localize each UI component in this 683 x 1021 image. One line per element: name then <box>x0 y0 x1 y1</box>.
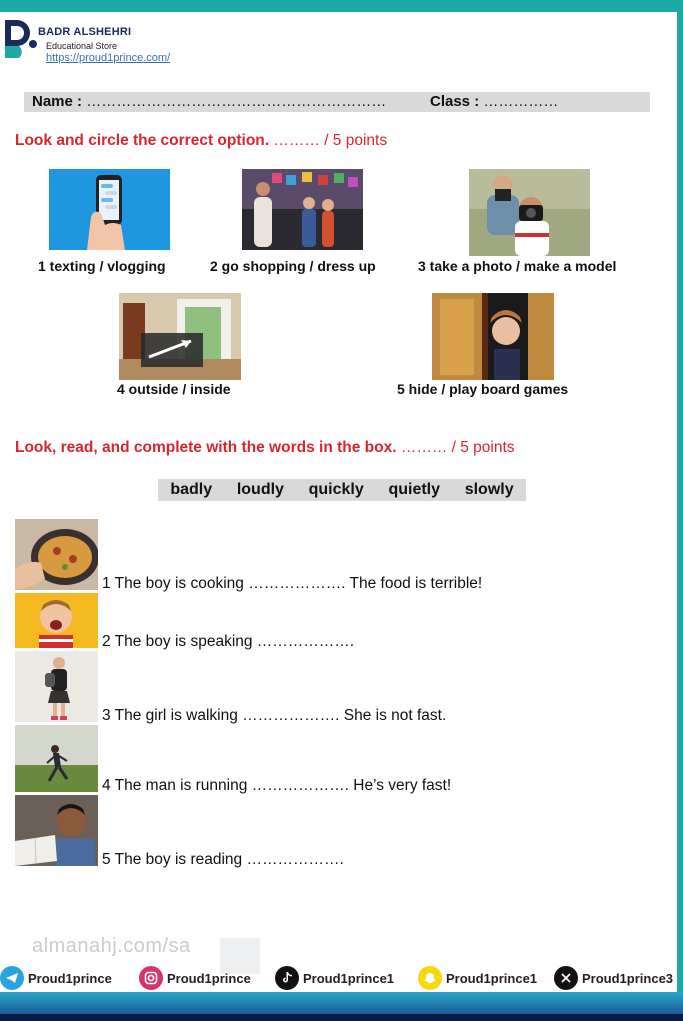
brand-logo-icon <box>3 18 37 60</box>
sentence-5: 5 The boy is reading ………………. <box>102 851 344 868</box>
class-label: Class : <box>430 93 480 110</box>
social-handle: Proud1prince <box>167 970 251 986</box>
bottom-border-line <box>0 1014 683 1021</box>
section1-instruction: Look and circle the correct option. <box>15 132 270 149</box>
hiding-boy-photo <box>432 293 554 380</box>
sentence-2: 2 The boy is speaking ………………. <box>102 633 355 650</box>
name-field[interactable]: …………………………………………………… <box>86 93 387 110</box>
brand-link[interactable]: https://proud1prince.com/ <box>46 52 171 64</box>
watermark-text: almanahj.com/sa <box>32 935 191 957</box>
social-tiktok[interactable] <box>275 966 394 990</box>
running-man-photo <box>15 725 98 792</box>
sentence-3: 3 The girl is walking ………………. She is not fast. <box>102 707 447 724</box>
section2-heading <box>15 439 515 457</box>
tiktok-icon <box>275 966 299 990</box>
cooking-photo <box>15 519 98 590</box>
sentence-4: 4 The man is running ………………. He’s very fast! <box>102 777 452 794</box>
section2-points: ……… / 5 points <box>400 439 515 456</box>
social-handle: Proud1prince <box>28 970 112 986</box>
section1-points: ……… / 5 points <box>273 132 388 149</box>
word-badly: badly <box>170 481 213 498</box>
social-instagram[interactable] <box>139 966 251 990</box>
option-label-3: 3 take a photo / make a model <box>418 258 617 274</box>
section1-heading <box>15 132 387 150</box>
social-snapchat[interactable] <box>418 966 537 990</box>
x-icon <box>554 966 578 990</box>
sentence-1: 1 The boy is cooking ………………. The food is terrible! <box>102 575 483 592</box>
telegram-icon <box>0 966 24 990</box>
brand-name: BADR ALSHEHRI <box>38 26 132 38</box>
word-loudly: loudly <box>236 481 284 498</box>
top-border <box>0 0 683 12</box>
section2-instruction: Look, read, and complete with the words in the box. <box>15 439 397 456</box>
option-label-2: 2 go shopping / dress up <box>210 258 376 274</box>
word-slowly: slowly <box>464 481 514 498</box>
reading-boy-photo <box>15 795 98 866</box>
camera-photo <box>469 169 590 256</box>
word-box <box>158 479 526 501</box>
word-quickly: quickly <box>308 481 364 498</box>
shouting-boy-photo <box>15 593 98 648</box>
social-telegram[interactable] <box>0 966 112 990</box>
snapchat-icon <box>418 966 442 990</box>
option-label-5: 5 hide / play board games <box>397 381 569 397</box>
option-label-1: 1 texting / vlogging <box>38 258 166 274</box>
shopping-photo <box>242 169 363 250</box>
name-class-bar <box>24 92 650 112</box>
social-handle: Proud1prince1 <box>303 970 395 986</box>
doorway-photo <box>119 293 241 380</box>
social-x[interactable] <box>554 966 673 990</box>
option-label-4: 4 outside / inside <box>117 381 231 397</box>
social-handle: Proud1prince3 <box>582 970 674 986</box>
social-handle: Proud1prince1 <box>446 970 538 986</box>
instagram-icon <box>139 966 163 990</box>
walking-girl-photo <box>15 651 98 722</box>
word-quietly: quietly <box>388 481 441 498</box>
brand-subtitle: Educational Store <box>46 41 118 51</box>
phone-texting-photo <box>49 169 170 250</box>
right-border <box>677 0 683 1021</box>
name-label: Name : <box>32 93 83 110</box>
class-field[interactable]: …………… <box>483 93 559 110</box>
